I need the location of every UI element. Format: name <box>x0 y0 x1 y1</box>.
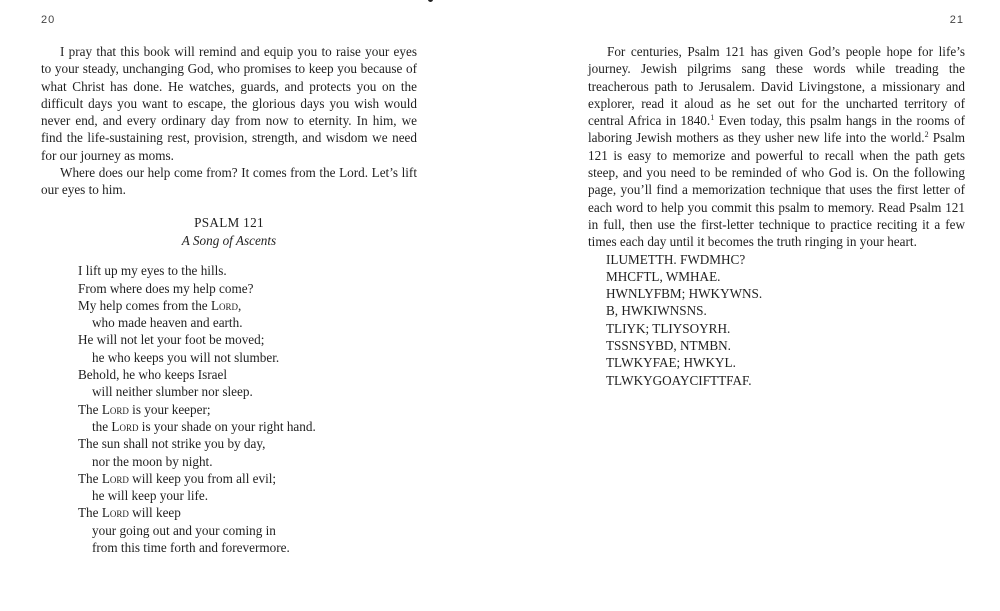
footnote-marker-2: 2 <box>924 130 929 140</box>
verse-text-tail: will keep you from all evil; <box>128 470 277 486</box>
verse-text: The sun shall not strike you by day, <box>78 436 266 452</box>
verse-line <box>78 314 417 331</box>
verse-line <box>78 487 417 504</box>
memory-line: TLWKYFAE; HWKYL. <box>606 355 736 371</box>
verse-text: The <box>78 505 102 521</box>
psalm-title: PSALM 121 <box>194 214 264 230</box>
verse-line <box>78 522 417 539</box>
verse-line <box>78 539 417 556</box>
verse-line <box>78 349 417 366</box>
verse-text: he who keeps you will not slumber. <box>92 349 280 365</box>
verse-line <box>78 331 417 348</box>
left-page-body <box>41 43 417 556</box>
history-text-b: Even today, this psalm hangs in the rooms of laboring Jewish mothers as they usher new life into the world. <box>588 113 965 146</box>
verse-text-tail: will keep <box>128 505 181 521</box>
memory-line: TLIYK; TLIYSOYRH. <box>606 320 731 336</box>
verse-text-tail: is your shade on your right hand. <box>138 418 316 434</box>
memory-line: TSSNSYBD, NTMBN. <box>606 338 731 354</box>
lord-small-caps: Lord <box>210 297 239 313</box>
verse-line <box>78 418 417 435</box>
verse-line <box>78 262 417 279</box>
history-text-c: Psalm 121 is easy to memorize and powerful to recall when the path gets steep, and you need to be reminded of who God is. On the following page, you’ll find a memorization technique that uses the first letter of each word to help you commit this psalm to memory. Read Psalm 121 in full, then use the first-letter technique to practice reciting it a few times each day until it becomes the truth ringing in your heart. <box>588 130 965 250</box>
verse-text: I lift up my eyes to the hills. <box>78 263 227 279</box>
verse-text: your going out and your coming in <box>92 522 276 538</box>
memory-line: B, HWKIWNSNS. <box>606 303 707 319</box>
verse-text: Behold, he who keeps Israel <box>78 367 228 383</box>
memorization-letters <box>588 251 965 389</box>
memory-line: TLWKYGOAYCIFTTFAF. <box>606 372 752 388</box>
verse-text-tail: is your keeper; <box>128 401 211 417</box>
top-clipped-mark <box>428 0 433 2</box>
verse-text: The <box>78 401 102 417</box>
verse-text-tail: , <box>238 297 242 313</box>
verse-line <box>78 297 417 314</box>
lord-small-caps: Lord <box>101 401 129 417</box>
right-page-number: 21 <box>949 14 964 26</box>
memory-line: HWNLYFBM; HWKYWNS. <box>606 286 763 302</box>
verse-line <box>78 383 417 400</box>
lord-small-caps: Lord <box>101 470 129 486</box>
verse-text: He will not let your foot be moved; <box>78 332 265 348</box>
question-paragraph: Where does our help come from? It comes from the Lord. Let’s lift our eyes to him. <box>41 165 417 198</box>
verse-line <box>78 453 417 470</box>
verse-text: My help comes from the <box>78 297 211 313</box>
verse-text: The <box>78 470 102 486</box>
verse-text: from this time forth and forevermore. <box>92 540 290 556</box>
psalm-verses <box>41 262 417 556</box>
psalm-subtitle: A Song of Ascents <box>181 232 277 248</box>
lord-small-caps: Lord <box>111 418 139 434</box>
lord-small-caps: Lord <box>101 505 129 521</box>
verse-text: nor the moon by night. <box>92 453 213 469</box>
verse-line <box>78 401 417 418</box>
verse-line <box>78 280 417 297</box>
footnote-marker-1: 1 <box>710 113 715 123</box>
verse-text: will neither slumber nor sleep. <box>92 384 253 400</box>
memory-line: ILUMETTH. FWDMHC? <box>606 251 746 267</box>
right-page-body <box>588 43 965 389</box>
verse-line <box>78 470 417 487</box>
history-text-a: For centuries, Psalm 121 has given God’s people hope for life’s journey. Jewish pilgrims sang these words while treading the treacherous path to Jerusalem. David Livingstone, a missionary and explorer, read it aloud as he set out for the uncharted territory of central Africa in 1840. <box>588 44 965 129</box>
left-page-number: 20 <box>41 14 56 26</box>
verse-text: the <box>92 418 112 434</box>
verse-text: he will keep your life. <box>92 488 209 504</box>
verse-line <box>78 366 417 383</box>
verse-text: who made heaven and earth. <box>92 315 243 331</box>
verse-line <box>78 435 417 452</box>
intro-paragraph: I pray that this book will remind and equip you to raise your eyes to your steady, unchanging God, who promises to keep you because of what Christ has done. He watches, guards, and protects you on the difficult days you want to escape, the glorious days you wish would never end, and every ordinary day from now to eternity. In him, we find the life-sustaining rest, provision, strength, and wisdom we need for our journey as moms. <box>41 44 417 163</box>
history-paragraph <box>588 43 965 251</box>
memory-line: MHCFTL, WMHAE. <box>606 268 721 284</box>
verse-line <box>78 504 417 521</box>
verse-text: From where does my help come? <box>78 280 254 296</box>
